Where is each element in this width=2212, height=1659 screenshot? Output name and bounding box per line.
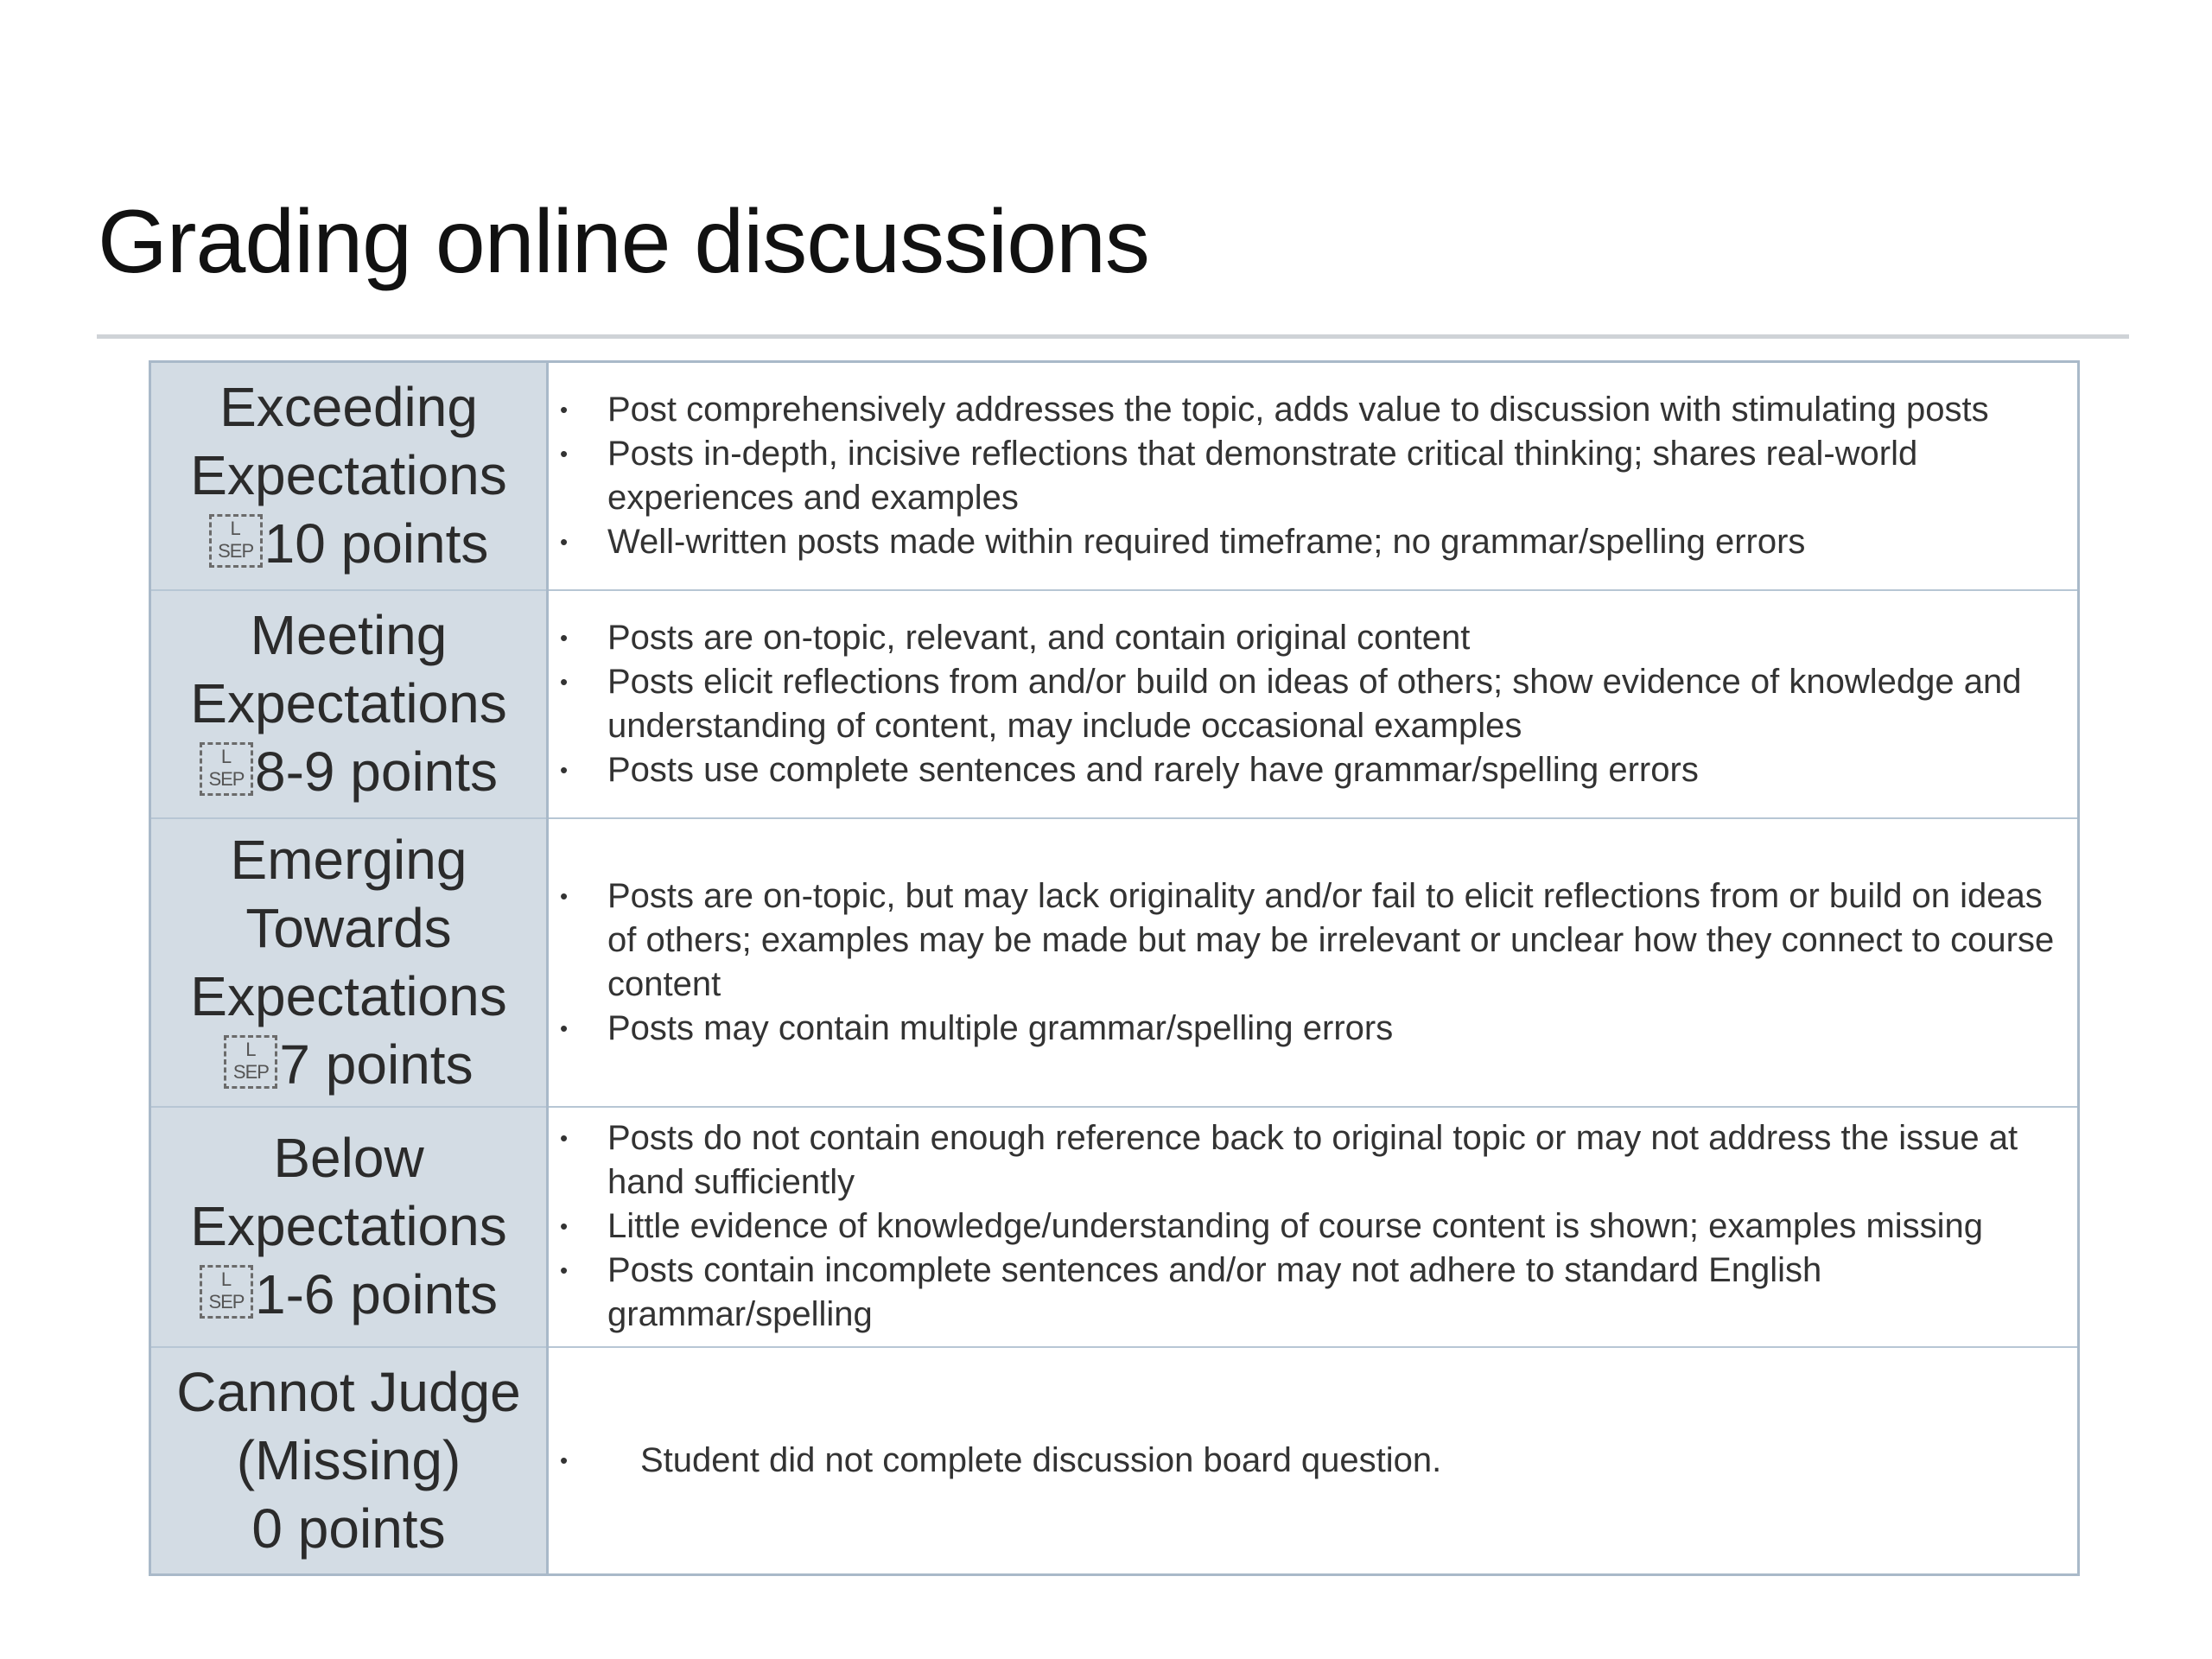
bullet-icon: • xyxy=(560,1014,569,1041)
bullet-icon: • xyxy=(560,1213,569,1239)
line-separator-icon: L SEP xyxy=(200,1265,253,1319)
level-points xyxy=(156,1031,541,1099)
level-label-line: (Missing) xyxy=(236,1428,461,1491)
bullet-icon: • xyxy=(560,756,569,783)
criteria-list xyxy=(549,874,2065,1051)
criteria-item: • Posts in-depth, incisive reflections that demonstrate critical thinking; shares real-world experiences and examples xyxy=(549,432,2065,520)
criteria-cell xyxy=(548,1347,2079,1575)
rubric-row-emerging xyxy=(150,818,2079,1107)
bullet-icon: • xyxy=(560,624,569,651)
line-separator-icon: L SEP xyxy=(224,1035,277,1089)
level-cell xyxy=(150,1107,548,1347)
level-cell xyxy=(150,590,548,818)
bullet-icon: • xyxy=(560,528,569,555)
criteria-cell xyxy=(548,1107,2079,1347)
level-cell xyxy=(150,362,548,590)
criteria-cell xyxy=(548,818,2079,1107)
line-separator-icon: L SEP xyxy=(200,742,253,796)
criteria-cell xyxy=(548,590,2079,818)
level-label-line: Meeting xyxy=(250,604,448,666)
level-label-line: Expectations xyxy=(190,672,507,734)
level-points xyxy=(156,1261,541,1329)
criteria-item: • Posts contain incomplete sentences and/or may not adhere to standard English grammar/spelling xyxy=(549,1249,2065,1337)
level-label-line: Emerging xyxy=(230,828,467,891)
level-cell xyxy=(150,818,548,1107)
grading-rubric-table xyxy=(149,360,2080,1576)
criteria-item: • Posts use complete sentences and rarely have grammar/spelling errors xyxy=(549,748,2065,792)
level-label-line: Below xyxy=(273,1127,424,1189)
line-separator-icon: L SEP xyxy=(209,514,263,568)
criteria-list xyxy=(549,616,2065,792)
level-label-line: Expectations xyxy=(190,1195,507,1257)
points-value: 10 points xyxy=(264,512,489,575)
points-value: 8-9 points xyxy=(254,741,499,803)
level-points xyxy=(156,738,541,806)
bullet-icon: • xyxy=(560,396,569,423)
bullet-icon: • xyxy=(560,668,569,695)
bullet-icon: • xyxy=(560,1446,569,1473)
criteria-list xyxy=(549,1116,2065,1337)
title-divider xyxy=(97,334,2129,339)
level-label-line: Expectations xyxy=(190,444,507,507)
criteria-item: • Well-written posts made within required timeframe; no grammar/spelling errors xyxy=(549,520,2065,564)
bullet-icon: • xyxy=(560,1257,569,1283)
bullet-icon: • xyxy=(560,440,569,467)
criteria-cell xyxy=(548,362,2079,590)
criteria-list xyxy=(549,1439,2065,1483)
criteria-item: • Posts are on-topic, but may lack originality and/or fail to elicit reflections from or build on ideas of others; examples may be made but may be irrelevant or unclear how they connect to course content xyxy=(549,874,2065,1007)
level-label-line: Exceeding xyxy=(219,376,478,439)
rubric-row-meeting xyxy=(150,590,2079,818)
criteria-item: • Little evidence of knowledge/understanding of course content is shown; examples missing xyxy=(549,1205,2065,1249)
criteria-list xyxy=(549,388,2065,564)
rubric-row-below xyxy=(150,1107,2079,1347)
rubric-row-exceeding xyxy=(150,362,2079,590)
criteria-item: • Posts elicit reflections from and/or build on ideas of others; show evidence of knowledge and understanding of content, may include occasional examples xyxy=(549,660,2065,748)
points-value: 1-6 points xyxy=(254,1263,499,1325)
criteria-item: • Post comprehensively addresses the topic, adds value to discussion with stimulating posts xyxy=(549,388,2065,432)
points-value: 0 points xyxy=(251,1497,446,1560)
level-points xyxy=(156,510,541,578)
criteria-item: • Student did not complete discussion board question. xyxy=(549,1439,2065,1483)
bullet-icon: • xyxy=(560,882,569,909)
bullet-icon: • xyxy=(560,1125,569,1151)
criteria-item: • Posts do not contain enough reference back to original topic or may not address the issue at hand sufficiently xyxy=(549,1116,2065,1205)
level-label-line: Cannot Judge xyxy=(176,1360,521,1423)
slide-title: Grading online discussions xyxy=(98,192,1149,292)
criteria-item: • Posts may contain multiple grammar/spelling errors xyxy=(549,1007,2065,1051)
points-value: 7 points xyxy=(279,1033,474,1096)
level-label-line: Expectations xyxy=(190,964,507,1027)
rubric-row-cannot-judge xyxy=(150,1347,2079,1575)
criteria-item: • Posts are on-topic, relevant, and contain original content xyxy=(549,616,2065,660)
level-cell xyxy=(150,1347,548,1575)
level-label-line: Towards xyxy=(245,896,452,959)
